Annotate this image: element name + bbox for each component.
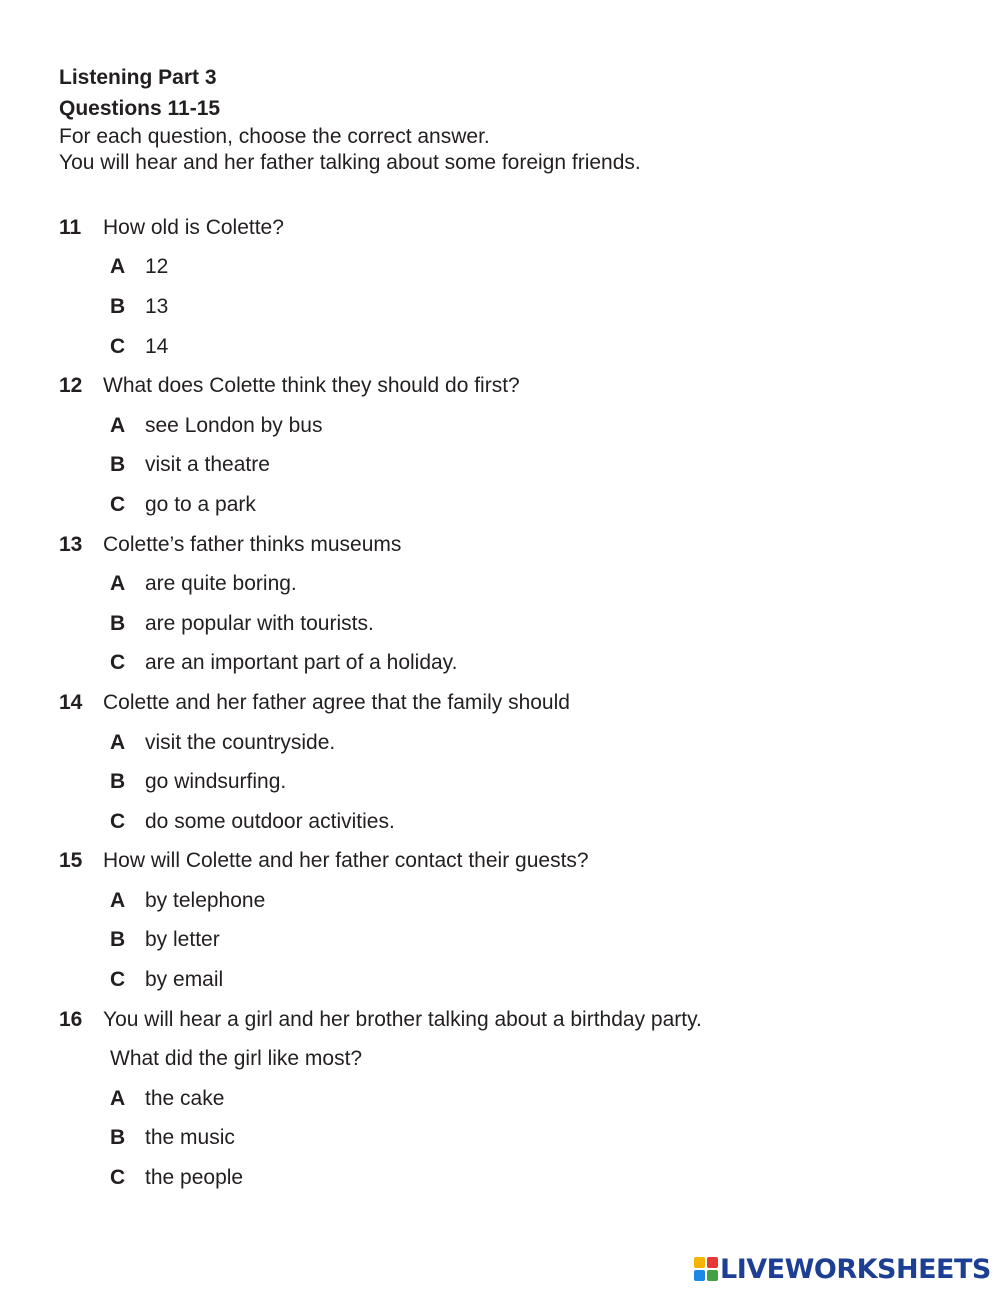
question-text: How will Colette and her father contact their guests? xyxy=(103,849,589,873)
option-text: the music xyxy=(145,1126,235,1150)
question-list xyxy=(59,208,979,1198)
part-title: Listening Part 3 xyxy=(59,66,217,89)
option-14-c[interactable] xyxy=(59,802,979,842)
liveworksheets-logo xyxy=(694,1253,991,1285)
questions-range: Questions 11-15 xyxy=(59,97,221,120)
option-15-a[interactable] xyxy=(59,881,979,921)
question-number: 15 xyxy=(59,849,83,873)
option-letter: C xyxy=(110,651,126,675)
option-letter: A xyxy=(110,888,126,912)
option-letter: A xyxy=(110,1086,126,1110)
option-letter: C xyxy=(110,492,126,516)
option-14-a[interactable] xyxy=(59,723,979,763)
option-text: by telephone xyxy=(145,888,266,912)
option-14-b[interactable] xyxy=(59,762,979,802)
option-15-c[interactable] xyxy=(59,960,979,1000)
question-text: You will hear a girl and her brother talking about a birthday party. xyxy=(103,1007,702,1031)
option-letter: B xyxy=(110,928,126,952)
option-16-a[interactable] xyxy=(59,1079,979,1119)
option-text: by email xyxy=(145,968,224,992)
logo-text: LIVEWORKSHEETS xyxy=(720,1253,991,1285)
option-11-c[interactable] xyxy=(59,327,979,367)
option-letter: B xyxy=(110,453,126,477)
option-text: 13 xyxy=(145,294,169,318)
option-13-b[interactable] xyxy=(59,604,979,644)
question-16 xyxy=(59,1000,979,1040)
option-letter: C xyxy=(110,1166,126,1190)
option-letter: A xyxy=(110,730,126,754)
option-letter: A xyxy=(110,255,126,279)
option-text: are an important part of a holiday. xyxy=(145,651,458,675)
option-text: see London by bus xyxy=(145,413,323,437)
option-text: do some outdoor activities. xyxy=(145,809,395,833)
worksheet-header xyxy=(59,62,641,176)
option-letter: B xyxy=(110,1126,126,1150)
question-11 xyxy=(59,208,979,248)
question-13 xyxy=(59,525,979,565)
option-text: visit a theatre xyxy=(145,453,270,477)
question-number: 11 xyxy=(59,215,82,239)
question-text: Colette and her father agree that the family should xyxy=(103,690,570,714)
instruction-text: For each question, choose the correct answer. xyxy=(59,125,490,148)
question-number: 12 xyxy=(59,374,83,398)
option-text: the cake xyxy=(145,1086,225,1110)
option-12-c[interactable] xyxy=(59,485,979,525)
option-text: 12 xyxy=(145,255,169,279)
option-13-a[interactable] xyxy=(59,564,979,604)
option-letter: A xyxy=(110,572,126,596)
question-subtext: What did the girl like most? xyxy=(110,1047,363,1071)
option-text: are quite boring. xyxy=(145,572,297,596)
question-text: How old is Colette? xyxy=(103,215,284,239)
option-13-c[interactable] xyxy=(59,644,979,684)
option-letter: B xyxy=(110,294,126,318)
option-letter: B xyxy=(110,611,126,635)
option-text: the people xyxy=(145,1166,244,1190)
question-14 xyxy=(59,683,979,723)
question-number: 13 xyxy=(59,532,83,556)
question-number: 14 xyxy=(59,690,83,714)
option-text: by letter xyxy=(145,928,220,952)
context-text: You will hear and her father talking about some foreign friends. xyxy=(59,151,641,174)
option-12-a[interactable] xyxy=(59,406,979,446)
option-11-a[interactable] xyxy=(59,248,979,288)
option-16-c[interactable] xyxy=(59,1158,979,1198)
question-12 xyxy=(59,366,979,406)
question-text: Colette’s father thinks museums xyxy=(103,532,402,556)
option-12-b[interactable] xyxy=(59,446,979,486)
option-text: are popular with tourists. xyxy=(145,611,374,635)
question-text: What does Colette think they should do first? xyxy=(103,374,520,398)
option-text: go windsurfing. xyxy=(145,770,287,794)
option-16-b[interactable] xyxy=(59,1119,979,1159)
option-text: visit the countryside. xyxy=(145,730,336,754)
question-15 xyxy=(59,842,979,882)
question-number: 16 xyxy=(59,1007,83,1031)
option-text: 14 xyxy=(145,334,169,358)
option-letter: C xyxy=(110,334,126,358)
logo-mark-icon xyxy=(694,1257,718,1281)
option-letter: B xyxy=(110,770,126,794)
option-15-b[interactable] xyxy=(59,921,979,961)
option-letter: A xyxy=(110,413,126,437)
option-11-b[interactable] xyxy=(59,287,979,327)
option-letter: C xyxy=(110,809,126,833)
option-text: go to a park xyxy=(145,492,256,516)
option-letter: C xyxy=(110,968,126,992)
